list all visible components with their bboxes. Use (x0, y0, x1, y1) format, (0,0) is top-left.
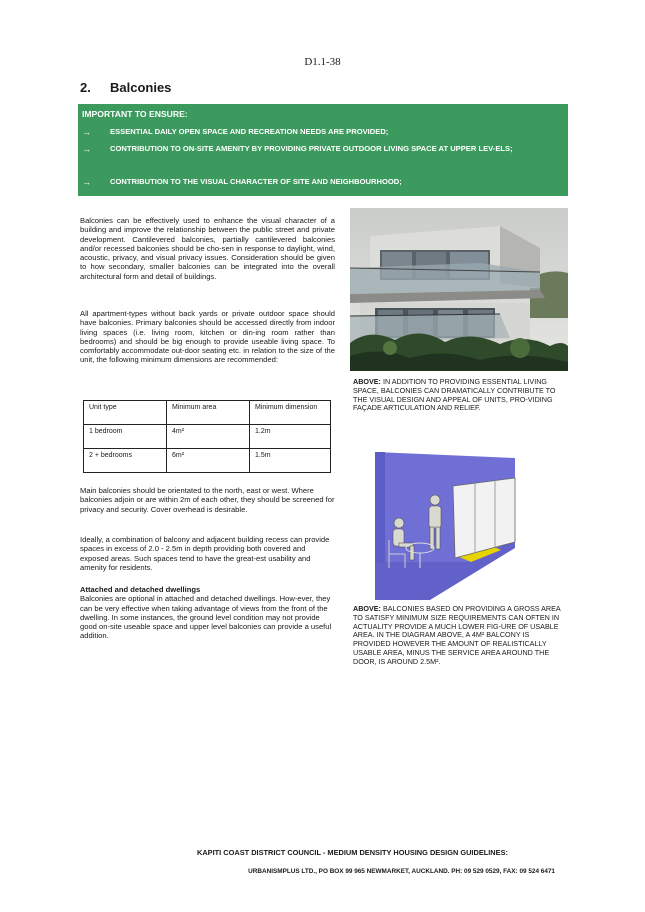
section-title: Balconies (110, 80, 172, 95)
section-number: 2. (80, 80, 91, 95)
table-cell: 6m² (167, 449, 250, 473)
caption-text: IN ADDITION TO PROVIDING ESSENTIAL LIVING SPACE, BALCONIES CAN DRAMATICALLY CONTRIBUTE TO THE VISUAL DESIGN AND APPEAL OF UNITS, PRO-VIDING FAÇADE ARTICULATION AND RELIEF. (353, 377, 556, 413)
diagram-caption (353, 605, 568, 667)
table-header-cell: Unit type (84, 401, 167, 425)
paragraph-recess: Ideally, a combination of balcony and adjacent building recess can provide spaces in excess of 2.0 - 2.5m in depth providing both covered and exposed areas. Such spaces tend to have the great-est usability and amenity for residents. (80, 535, 330, 572)
table-header-cell: Minimum dimension (250, 401, 331, 425)
table-row (84, 449, 331, 473)
minimum-dimensions-table (83, 400, 331, 473)
paragraph-intro: Balconies can be effectively used to enhance the visual character of a building and improve the relationship between the public street and private development. Cantilevered balconies, partially cantilevered balconies and/or recessed balconies should be cho-sen in response to daylight, wind, acoustic, privacy, and visual privacy issues. Consideration should be given to how secondary, smaller balconies can be integrated into the overall architectural form and detail of buildings. (80, 216, 335, 281)
important-box (78, 104, 568, 196)
caption-label: ABOVE: (353, 377, 381, 386)
paragraph-apartments: All apartment-types without back yards or private outdoor space should have balconies. Primary balconies should be accessed directly from indoor living spaces (i.e. living room, kitchen or din-ing room rather than bedrooms) and should be big enough to provide useable living space. To comfortably accommodate out-door seating etc. in relation to the size of the unit, the following minimum dimensions are recommended: (80, 309, 335, 365)
important-item-text: CONTRIBUTION TO THE VISUAL CHARACTER OF SITE AND NEIGHBOURHOOD; (110, 177, 402, 186)
arrow-right-icon: → (82, 144, 91, 154)
paragraph-orientation: Main balconies should be orientated to the north, east or west. Where balconies adjoin or are within 2m of each other, they should be screened for privacy and security. Cover overhead is desirable. (80, 486, 335, 514)
table-cell: 1.2m (250, 425, 331, 449)
subheading: Attached and detached dwellings (80, 585, 201, 594)
section-heading (80, 80, 171, 95)
balcony-area-diagram (375, 450, 520, 600)
balcony-building-photo (350, 208, 568, 371)
footer-contact: URBANISMPLUS LTD., PO BOX 99 965 NEWMARKET, AUCKLAND. PH: 09 529 0529, FAX: 09 524 6471 (248, 868, 555, 875)
photo-caption (353, 378, 568, 413)
table-row (84, 425, 331, 449)
table-header-row (84, 401, 331, 425)
table-cell: 2 + bedrooms (84, 449, 167, 473)
important-title: IMPORTANT TO ENSURE: (82, 109, 188, 119)
arrow-right-icon: → (82, 177, 91, 187)
caption-label: ABOVE: (353, 604, 381, 613)
important-item-text: CONTRIBUTION TO ON-SITE AMENITY BY PROVIDING PRIVATE OUTDOOR LIVING SPACE AT UPPER LEV-ELS; (110, 144, 513, 153)
table-cell: 4m² (167, 425, 250, 449)
arrow-right-icon: → (82, 127, 91, 137)
attached-dwellings-section (80, 585, 335, 641)
page-number: D1.1-38 (304, 56, 341, 68)
important-item-text: ESSENTIAL DAILY OPEN SPACE AND RECREATION NEEDS ARE PROVIDED; (110, 127, 389, 136)
table-cell: 1 bedroom (84, 425, 167, 449)
table-cell: 1.5m (250, 449, 331, 473)
table-header-cell: Minimum area (167, 401, 250, 425)
caption-text: BALCONIES BASED ON PROVIDING A GROSS AREA TO SATISFY MINIMUM SIZE REQUIREMENTS CAN OFTEN IN ACTUALITY PROVIDE A MUCH LOWER FIG-URE OF USABLE AREA. IN THE DIAGRAM ABOVE, A 4M² BALCONY IS PROVIDED HOWEVER THE AMOUNT OF REALISTICALLY USABLE AREA, MINUS THE SERVICE AREA AROUND THE DOOR, IS AROUND 2.5M². (353, 604, 561, 666)
paragraph-attached: Balconies are optional in attached and detached dwellings. How-ever, they can be very effective when taking advantage of views from the front of the dwelling. In some instances, the ground level condition may not provide good on-site useable space and upper level balconies can provide a useful addition. (80, 594, 332, 641)
footer-title: KAPITI COAST DISTRICT COUNCIL - MEDIUM DENSITY HOUSING DESIGN GUIDELINES: (197, 848, 508, 857)
